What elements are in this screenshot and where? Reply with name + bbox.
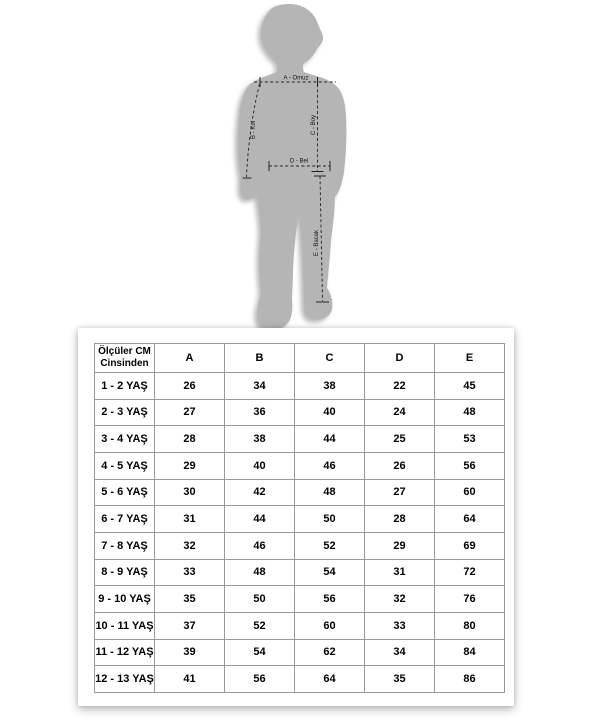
- column-header-e: E: [435, 344, 505, 373]
- age-label: 3 - 4 YAŞ: [95, 426, 155, 453]
- size-cell: 32: [155, 532, 225, 559]
- table-row: [95, 373, 505, 400]
- size-cell: 31: [155, 506, 225, 533]
- size-cell: 56: [435, 452, 505, 479]
- size-cell: 30: [155, 479, 225, 506]
- table-row: [95, 452, 505, 479]
- size-cell: 33: [155, 559, 225, 586]
- size-cell: 27: [155, 399, 225, 426]
- size-cell: 44: [295, 426, 365, 453]
- size-cell: 46: [295, 452, 365, 479]
- size-cell: 28: [155, 426, 225, 453]
- column-header-a: A: [155, 344, 225, 373]
- age-label: 6 - 7 YAŞ: [95, 506, 155, 533]
- size-chart-panel: [78, 328, 514, 706]
- table-row: [95, 426, 505, 453]
- size-cell: 25: [365, 426, 435, 453]
- size-cell: 29: [365, 532, 435, 559]
- size-cell: 26: [365, 452, 435, 479]
- table-row: [95, 612, 505, 639]
- size-cell: 26: [155, 373, 225, 400]
- age-label: 2 - 3 YAŞ: [95, 399, 155, 426]
- size-cell: 38: [225, 426, 295, 453]
- size-cell: 45: [435, 373, 505, 400]
- table-row: [95, 532, 505, 559]
- size-cell: 48: [225, 559, 295, 586]
- size-cell: 44: [225, 506, 295, 533]
- size-cell: 50: [295, 506, 365, 533]
- table-row: [95, 666, 505, 693]
- age-label: 9 - 10 YAŞ: [95, 586, 155, 613]
- size-cell: 53: [435, 426, 505, 453]
- size-cell: 64: [295, 666, 365, 693]
- size-cell: 33: [365, 612, 435, 639]
- size-cell: 56: [295, 586, 365, 613]
- size-cell: 50: [225, 586, 295, 613]
- column-header-d: D: [365, 344, 435, 373]
- size-cell: 35: [155, 586, 225, 613]
- size-cell: 34: [225, 373, 295, 400]
- size-chart-table: [94, 343, 505, 693]
- size-cell: 46: [225, 532, 295, 559]
- size-cell: 39: [155, 639, 225, 666]
- column-header-c: C: [295, 344, 365, 373]
- size-cell: 80: [435, 612, 505, 639]
- size-cell: 86: [435, 666, 505, 693]
- measure-unit-line2: Cinsinden: [100, 358, 149, 369]
- size-cell: 64: [435, 506, 505, 533]
- size-cell: 48: [435, 399, 505, 426]
- size-cell: 60: [435, 479, 505, 506]
- age-label: 12 - 13 YAŞ: [95, 666, 155, 693]
- measure-arm-label: B - Kol: [251, 120, 257, 140]
- table-row: [95, 506, 505, 533]
- size-cell: 36: [225, 399, 295, 426]
- table-header-row: [95, 344, 505, 373]
- size-cell: 54: [295, 559, 365, 586]
- size-cell: 24: [365, 399, 435, 426]
- table-row: [95, 639, 505, 666]
- size-cell: 40: [225, 452, 295, 479]
- age-label: 5 - 6 YAŞ: [95, 479, 155, 506]
- age-label: 8 - 9 YAŞ: [95, 559, 155, 586]
- table-row: [95, 479, 505, 506]
- age-label: 1 - 2 YAŞ: [95, 373, 155, 400]
- size-cell: 38: [295, 373, 365, 400]
- measure-waist-label: D - Bel: [289, 158, 309, 165]
- size-cell: 84: [435, 639, 505, 666]
- size-cell: 76: [435, 586, 505, 613]
- size-cell: 42: [225, 479, 295, 506]
- column-header-b: B: [225, 344, 295, 373]
- measure-unit-line1: Ölçüler CM: [98, 345, 151, 357]
- size-cell: 52: [295, 532, 365, 559]
- size-cell: 54: [225, 639, 295, 666]
- size-cell: 69: [435, 532, 505, 559]
- size-cell: 32: [365, 586, 435, 613]
- size-cell: 41: [155, 666, 225, 693]
- size-cell: 29: [155, 452, 225, 479]
- measure-unit-header: [95, 344, 155, 373]
- size-cell: 31: [365, 559, 435, 586]
- size-cell: 52: [225, 612, 295, 639]
- size-cell: 48: [295, 479, 365, 506]
- size-cell: 56: [225, 666, 295, 693]
- age-label: 10 - 11 YAŞ: [95, 612, 155, 639]
- measure-leg-label: E - Bacak: [314, 229, 320, 257]
- size-cell: 37: [155, 612, 225, 639]
- table-row: [95, 559, 505, 586]
- measure-height-label: C - Boy: [311, 114, 317, 136]
- size-cell: 27: [365, 479, 435, 506]
- size-cell: 34: [365, 639, 435, 666]
- size-cell: 22: [365, 373, 435, 400]
- age-label: 11 - 12 YAŞ: [95, 639, 155, 666]
- table-row: [95, 399, 505, 426]
- age-label: 7 - 8 YAŞ: [95, 532, 155, 559]
- size-cell: 62: [295, 639, 365, 666]
- measure-shoulder-label: A - Omuz: [283, 75, 309, 82]
- table-row: [95, 586, 505, 613]
- size-cell: 60: [295, 612, 365, 639]
- size-cell: 28: [365, 506, 435, 533]
- size-cell: 72: [435, 559, 505, 586]
- age-label: 4 - 5 YAŞ: [95, 452, 155, 479]
- size-cell: 40: [295, 399, 365, 426]
- size-cell: 35: [365, 666, 435, 693]
